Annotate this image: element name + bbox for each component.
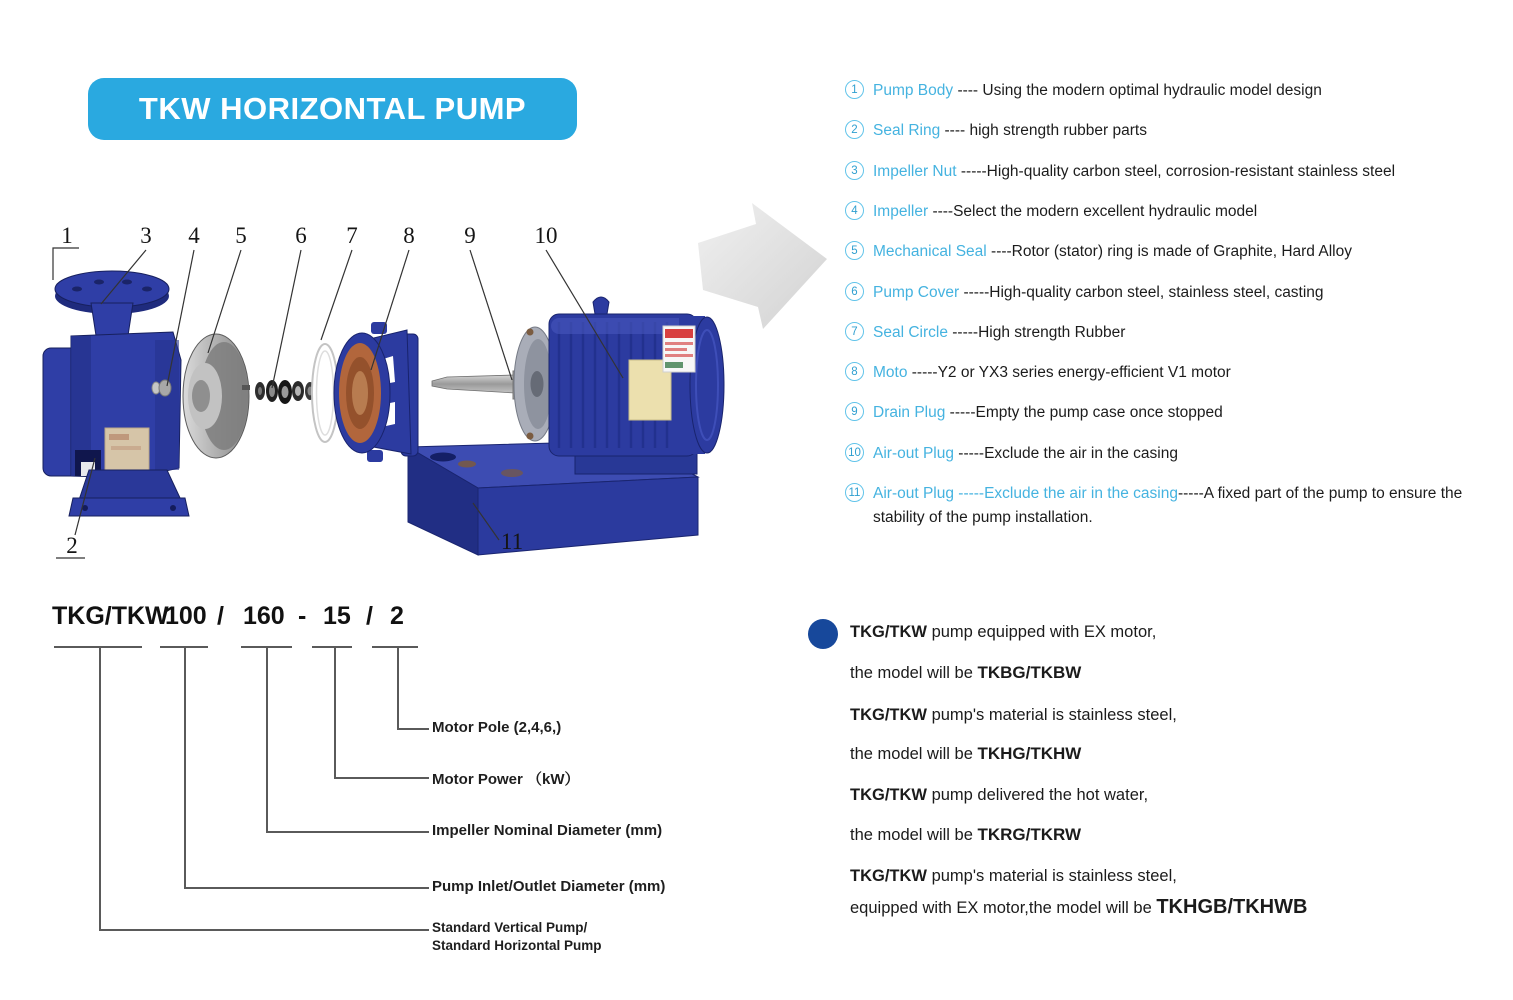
model-segment-impeller: 160	[243, 602, 285, 630]
model-segment-power: 15	[323, 602, 351, 630]
parts-list-item-2	[845, 119, 1480, 143]
callout-3: 3	[140, 223, 152, 248]
callout-9: 9	[464, 223, 476, 248]
callout-10: 10	[534, 223, 558, 248]
label-inlet-outlet: Pump Inlet/Outlet Diameter (mm)	[432, 878, 666, 895]
page-title: TKW HORIZONTAL PUMP	[138, 91, 527, 126]
mechanical-seal-parts	[242, 380, 315, 404]
part-number-badge: 10	[845, 443, 864, 462]
model-segment-series: TKG/TKW	[52, 602, 169, 630]
part-text: Air-out Plug -----Exclude the air in the casing-----A fixed part of the pump to ensure the stability of the pump installation.	[873, 485, 1463, 526]
callout-2: 2	[66, 533, 78, 558]
note-line-1: TKG/TKW pump equipped with EX motor,	[850, 623, 1157, 641]
parts-list-item-5	[845, 240, 1480, 264]
part-number-badge: 11	[845, 483, 864, 502]
pump-cover	[334, 322, 418, 462]
callout-8: 8	[403, 223, 415, 248]
part-number-badge: 8	[845, 362, 864, 381]
part-number-badge: 5	[845, 241, 864, 260]
parts-list-item-9	[845, 401, 1480, 425]
part-number-badge: 7	[845, 322, 864, 341]
callout-4: 4	[188, 223, 200, 248]
parts-list-item-10	[845, 442, 1480, 466]
label-motor-pole: Motor Pole (2,4,6,)	[432, 719, 562, 736]
part-text: Pump Cover -----High-quality carbon steel, stainless steel, casting	[873, 284, 1324, 301]
model-segment-inlet: 100	[165, 602, 207, 630]
label-standard-2: Standard Horizontal Pump	[432, 938, 602, 953]
callout-11: 11	[500, 529, 524, 554]
connector-power	[334, 777, 429, 779]
part-number-badge: 1	[845, 80, 864, 99]
leader-impeller	[266, 648, 268, 832]
underline-series	[54, 646, 142, 648]
part-text: Air-out Plug -----Exclude the air in the casing	[873, 445, 1178, 462]
pump-exploded-diagram	[15, 210, 775, 580]
title-banner	[88, 78, 577, 140]
parts-list-item-6	[845, 281, 1480, 305]
part-number-badge: 6	[845, 282, 864, 301]
part-text: Seal Ring ---- high strength rubber parts	[873, 122, 1147, 139]
connector-inlet	[184, 887, 429, 889]
parts-list-item-4	[845, 200, 1480, 224]
arrow-right-icon	[695, 195, 835, 340]
model-segment-slash1: /	[217, 602, 224, 630]
part-text: Seal Circle -----High strength Rubber	[873, 324, 1126, 341]
note-line-4: the model will be TKHG/TKHW	[850, 744, 1082, 763]
callout-7: 7	[346, 223, 358, 248]
parts-list-item-3	[845, 160, 1480, 184]
note-line-6: the model will be TKRG/TKRW	[850, 825, 1082, 844]
leader-series	[99, 648, 101, 930]
label-impeller-diameter: Impeller Nominal Diameter (mm)	[432, 822, 663, 839]
leader-pole	[397, 648, 399, 729]
note-line-2: the model will be TKBG/TKBW	[850, 663, 1082, 682]
motor-base	[408, 441, 698, 555]
label-standard-1: Standard Vertical Pump/	[432, 920, 588, 935]
note-line-7: TKG/TKW pump's material is stainless steel,	[850, 867, 1177, 885]
motor	[432, 297, 724, 456]
part-text: Impeller Nut -----High-quality carbon steel, corrosion-resistant stainless steel	[873, 163, 1396, 180]
part-text: Pump Body ---- Using the modern optimal hydraulic model design	[873, 82, 1322, 99]
underline-pole	[372, 646, 418, 648]
part-text: Drain Plug -----Empty the pump case once stopped	[873, 404, 1223, 421]
parts-list-item-1	[845, 79, 1480, 103]
model-segment-dash: -	[298, 602, 307, 630]
impeller	[183, 334, 249, 458]
part-text: Moto -----Y2 or YX3 series energy-efficient V1 motor	[873, 364, 1231, 381]
part-text: Mechanical Seal ----Rotor (stator) ring is made of Graphite, Hard Alloy	[873, 243, 1352, 260]
bullet-dot	[808, 619, 838, 649]
part-number-badge: 9	[845, 402, 864, 421]
callout-5: 5	[235, 223, 247, 248]
underline-power	[312, 646, 352, 648]
part-number-badge: 2	[845, 120, 864, 139]
note-line-3: TKG/TKW pump's material is stainless steel,	[850, 706, 1177, 724]
part-text: Impeller ----Select the modern excellent hydraulic model	[873, 203, 1258, 220]
model-segment-slash2: /	[366, 602, 373, 630]
leader-inlet	[184, 648, 186, 888]
callout-6: 6	[295, 223, 307, 248]
connector-pole	[397, 728, 429, 730]
callout-1: 1	[61, 223, 73, 248]
part-number-badge: 3	[845, 161, 864, 180]
leader-power	[334, 648, 336, 778]
model-segment-pole: 2	[390, 602, 404, 630]
note-line-5: TKG/TKW pump delivered the hot water,	[850, 786, 1149, 804]
parts-list-item-11	[845, 482, 1480, 530]
part-number-badge: 4	[845, 201, 864, 220]
connector-series	[99, 929, 429, 931]
parts-list-item-7	[845, 321, 1480, 345]
note-line-8: equipped with EX motor,the model will be TKHGB/TKHWB	[850, 896, 1308, 918]
parts-list-item-8	[845, 361, 1480, 385]
connector-impeller	[266, 831, 429, 833]
label-motor-power: Motor Power （kW）	[432, 771, 580, 788]
